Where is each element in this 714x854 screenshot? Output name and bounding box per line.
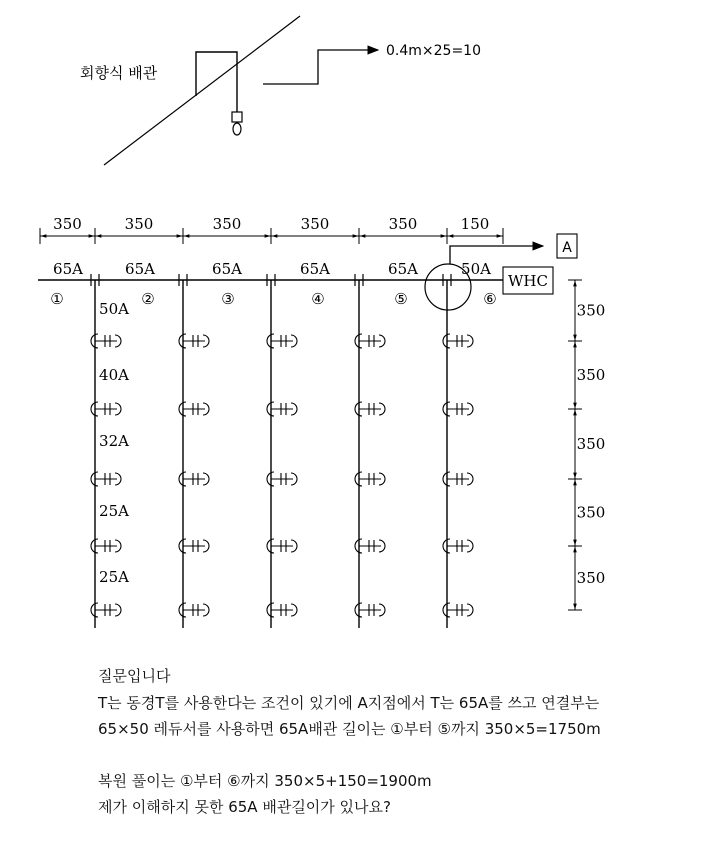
reducer-highlight-circle xyxy=(425,264,471,310)
section-number: ④ xyxy=(311,290,325,308)
question-line-2: T는 동경T를 사용한다는 조건이 있기에 A지점에서 T는 65A를 쓰고 연결부는 xyxy=(98,694,600,712)
branch-size-label: 25A xyxy=(99,568,129,586)
section-number: ② xyxy=(141,290,155,308)
dim-top-label: 350 xyxy=(212,215,242,233)
dim-right-label: 350 xyxy=(576,366,606,384)
dim-top-label: 350 xyxy=(388,215,418,233)
dim-right-label: 350 xyxy=(576,301,606,320)
section-number: ⑤ xyxy=(394,290,408,308)
arrow-text: 0.4m×25=10 xyxy=(386,43,481,59)
main-pipe-size-label: 50A xyxy=(461,260,491,278)
dim-top-label: 150 xyxy=(460,215,490,233)
main-pipe-size-label: 65A xyxy=(53,260,83,278)
main-pipe-size-label: 65A xyxy=(300,260,330,278)
branch-size-label: 25A xyxy=(99,502,129,520)
section-number: ③ xyxy=(221,290,235,308)
branch-size-label: 50A xyxy=(99,300,129,318)
branch-size-label: 32A xyxy=(99,432,129,450)
main-pipe-size-label: 65A xyxy=(125,260,155,278)
point-a-label: A xyxy=(562,240,572,256)
question-line-3: 65×50 레듀서를 사용하면 65A배관 길이는 ①부터 ⑤까지 350×5=1750m xyxy=(98,720,601,738)
whc-label: WHC xyxy=(508,272,548,290)
main-pipe-size-label: 65A xyxy=(388,260,418,278)
top-dimension-line xyxy=(40,215,503,244)
dim-top-label: 350 xyxy=(300,215,330,233)
branch-lines xyxy=(91,280,473,628)
sketch-label: 회향식 배관 xyxy=(80,64,158,82)
main-pipe-size-label: 65A xyxy=(212,260,242,278)
whc xyxy=(503,267,553,294)
dim-top-label: 350 xyxy=(124,215,154,233)
question-title: 질문입니다 xyxy=(98,667,171,685)
pointer-arrow xyxy=(263,50,378,84)
sprinkler-head-circle xyxy=(233,123,241,135)
dim-right-label: 350 xyxy=(576,569,606,587)
section-number: ① xyxy=(50,290,64,308)
top-sketch xyxy=(80,16,481,165)
dim-top-label: 350 xyxy=(53,215,82,233)
loop-pipe xyxy=(196,52,237,112)
dim-right-label: 350 xyxy=(576,503,606,522)
right-dimension-line xyxy=(568,280,605,610)
sprinkler-head-square xyxy=(232,112,242,122)
question-line-5: 제가 이해하지 못한 65A 배관길이가 있나요? xyxy=(98,798,391,816)
dim-right-label: 350 xyxy=(576,435,606,453)
question-line-4: 복원 풀이는 ①부터 ⑥까지 350×5+150=1900m xyxy=(98,772,432,790)
diagonal-line xyxy=(104,16,300,165)
section-number: ⑥ xyxy=(483,290,497,308)
branch-size-label: 40A xyxy=(99,366,129,384)
